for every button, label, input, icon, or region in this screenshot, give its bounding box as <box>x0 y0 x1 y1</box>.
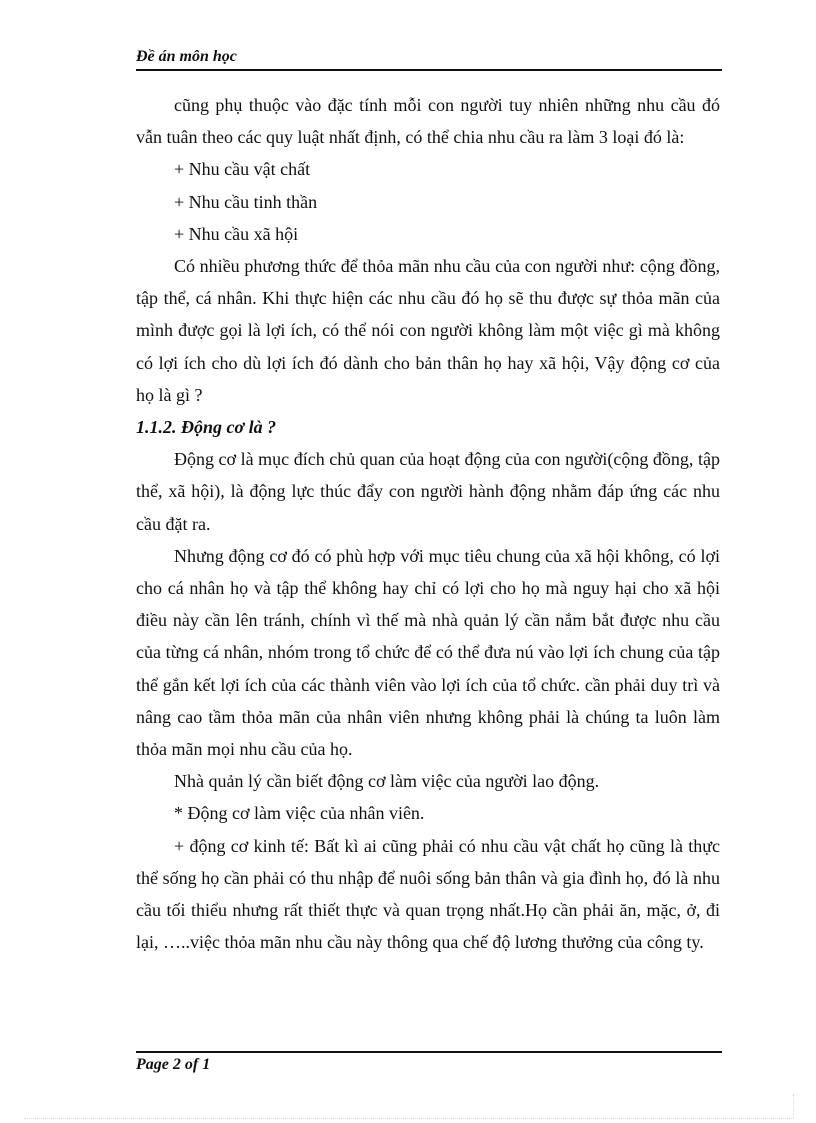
header-rule <box>136 69 722 71</box>
paragraph: + động cơ kinh tế: Bất kì ai cũng phải có nhu cầu vật chất họ cũng là thực thể sống họ cần phải có thu nhập để nuôi sống bản thân và gia đình họ, đó là nhu cầu tối thiểu nhưng rất thiết thực và quan trọng nhất.Họ cần phải ăn, mặc, ở, đi lại, …..việc thỏa mãn nhu cầu này thông qua chế độ lương thưởng của công ty. <box>136 835 720 953</box>
section-heading: 1.1.2. Động cơ là ? <box>136 417 277 438</box>
list-item: + Nhu cầu xã hội <box>174 223 299 244</box>
paragraph: Nhưng động cơ đó có phù hợp với mục tiêu chung của xã hội không, có lợi cho cá nhân họ và tập thể không hay chỉ có lợi cho họ mà nguy hại cho xã hội điều này cần lên tránh, chính vì thế mà nhà quản lý cần nắm bắt được nhu cầu của từng cá nhân, nhóm trong tổ chức để có thể đưa nú vào lợi ích chung của tập thể gắn kết lợi ích của các thành viên vào lợi ích của tổ chức. cần phải duy trì và nâng cao tầm thỏa mãn của nhân viên nhưng không phải là chúng ta luôn làm thỏa mãn mọi nhu cầu của họ. <box>136 545 720 760</box>
page-number: Page 2 of 1 <box>136 1056 211 1073</box>
list-item: + Nhu cầu vật chất <box>174 159 311 180</box>
header-title: Đề án môn học <box>136 48 237 65</box>
page-corner-line <box>793 1094 794 1118</box>
paragraph: cũng phụ thuộc vào đặc tính mỗi con người tuy nhiên những nhu cầu đó vẫn tuân theo các quy luật nhất định, có thể chia nhu cầu ra làm 3 loại đó là: <box>136 95 720 148</box>
list-item: + Nhu cầu tinh thần <box>174 191 318 212</box>
document-body <box>136 89 720 958</box>
paragraph: * Động cơ làm việc của nhân viên. <box>174 803 425 824</box>
paragraph: Động cơ là mục đích chủ quan của hoạt động của con người(cộng đồng, tập thể, xã hội), là động lực thúc đẩy con người hành động nhằm đáp ứng các nhu cầu đặt ra. <box>136 449 720 534</box>
footer-rule <box>136 1051 722 1053</box>
page-edge-line <box>24 1118 794 1119</box>
paragraph: Nhà quản lý cần biết động cơ làm việc của người lao động. <box>174 771 600 792</box>
paragraph: Có nhiều phương thức để thỏa mãn nhu cầu của con người như: cộng đồng, tập thể, cá nhân. Khi thực hiện các nhu cầu đó họ sẽ thu được sự thỏa mãn của mình được gọi là lợi ích, có thể nói con người không làm một việc gì mà không có lợi ích cho dù lợi ích đó dành cho bản thân họ hay xã hội, Vậy động cơ của họ là gì ? <box>136 256 720 405</box>
